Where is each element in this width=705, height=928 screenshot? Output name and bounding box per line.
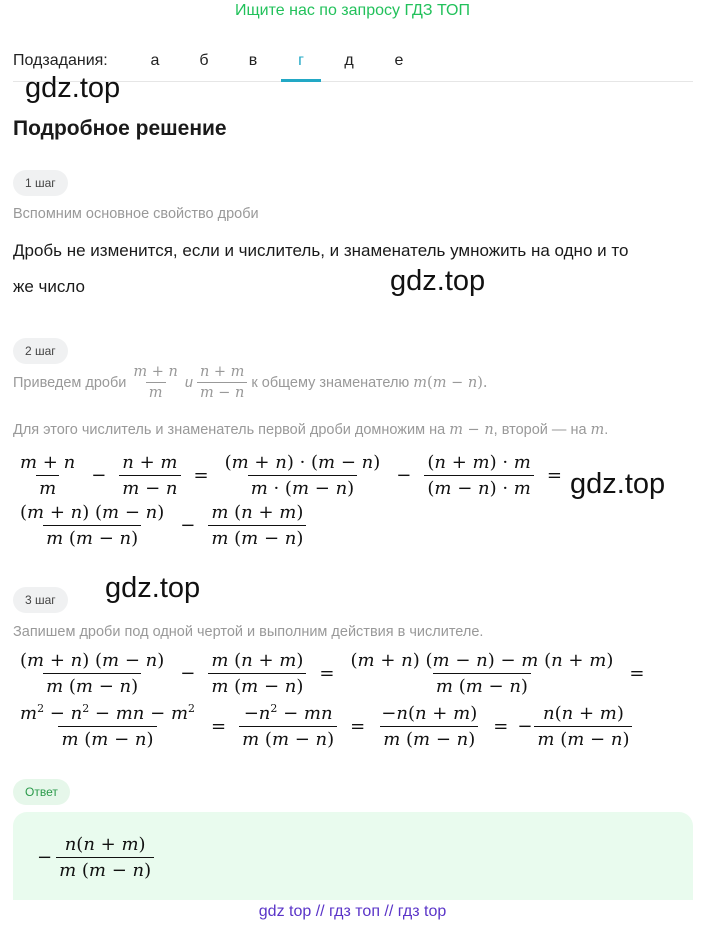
math-expression: m [590, 422, 605, 438]
step-badge: 3 шаг [13, 587, 68, 613]
watermark: gdz.top [390, 265, 486, 297]
hint-text: , второй — на [493, 422, 587, 438]
hint-text: и [184, 374, 193, 391]
step-hint: Запишем дроби под одной чертой и выполним действия в числителе. [13, 624, 484, 640]
subtasks-label: Подзадания: [13, 52, 108, 69]
math-fraction: $\frac{n + m}{m - n}$ [197, 364, 247, 401]
hint-text: Для этого числитель и знаменатель первой дроби домножим на [13, 422, 446, 438]
hint-text: к общему знаменателю [251, 374, 410, 391]
step-hint [13, 364, 487, 401]
watermark: gdz.top [570, 468, 666, 500]
math-expression: m − n [449, 422, 494, 438]
subtask-tab-a[interactable]: а [150, 52, 160, 69]
search-banner: Ищите нас по запросу ГДЗ ТОП [235, 2, 470, 19]
step-text: Дробь не изменится, если и числитель, и знаменатель умножить на одно и то [13, 241, 629, 260]
math-fraction: $\frac{m + n}{m}$ [133, 364, 178, 401]
answer-expression: − $\frac{n(n + m)}{m (m - n)}$ [37, 834, 158, 881]
answer-badge: Ответ [13, 779, 70, 805]
subtask-tab-v[interactable]: в [248, 52, 258, 69]
watermark: gdz.top [105, 572, 201, 604]
math-expression: m(m − n). [413, 374, 488, 391]
hint-text: Приведем дроби [13, 374, 127, 391]
step-hint: Вспомним основное свойство дроби [13, 206, 259, 222]
active-tab-underline [281, 79, 321, 82]
step-badge: 1 шаг [13, 170, 68, 196]
watermark: gdz.top [25, 72, 121, 104]
answer-box [13, 812, 693, 900]
page-title: Подробное решение [13, 117, 227, 140]
step-text: же число [13, 277, 85, 296]
subtask-tab-b[interactable]: б [199, 52, 209, 69]
subtask-tab-e[interactable]: е [394, 52, 404, 69]
subtask-tab-g[interactable]: г [298, 52, 304, 69]
footer-links[interactable]: gdz top // гдз топ // гдз top [258, 903, 447, 920]
hint-text: . [604, 422, 609, 438]
step-hint [13, 422, 608, 438]
subtask-tab-d[interactable]: д [344, 52, 354, 69]
math-equation: $\frac{(m + n) (m - n)}{m (m - n)}$ − $\frac{m (n + m)}{m (m - n)}$ [13, 502, 310, 549]
math-equation: $\frac{m^2 - n^2 - mn - m^2}{m (m - n)}$ = $\frac{-n^2 - mn}{m (m - n)}$ = $\frac{-n(n + m)}{m (m - n)}$ = − $\frac{n(n + m)}{m (m - n)}$ [13, 702, 636, 750]
math-equation: $\frac{(m + n) (m - n)}{m (m - n)}$ − $\frac{m (n + m)}{m (m - n)}$ = $\frac{(m + n) (m - n) - m (n + m)}{m (m - n)}$ = [20, 650, 645, 697]
math-equation: $\frac{m + n}{m}$ − $\frac{n + m}{m - n}$ = $\frac{(m + n) \cdot (m - n)}{m \cdot (m - n)}$ − $\frac{(n + m) \cdot m}{(m - n) \cdot m}$ = [20, 452, 562, 499]
step-badge: 2 шаг [13, 338, 68, 364]
